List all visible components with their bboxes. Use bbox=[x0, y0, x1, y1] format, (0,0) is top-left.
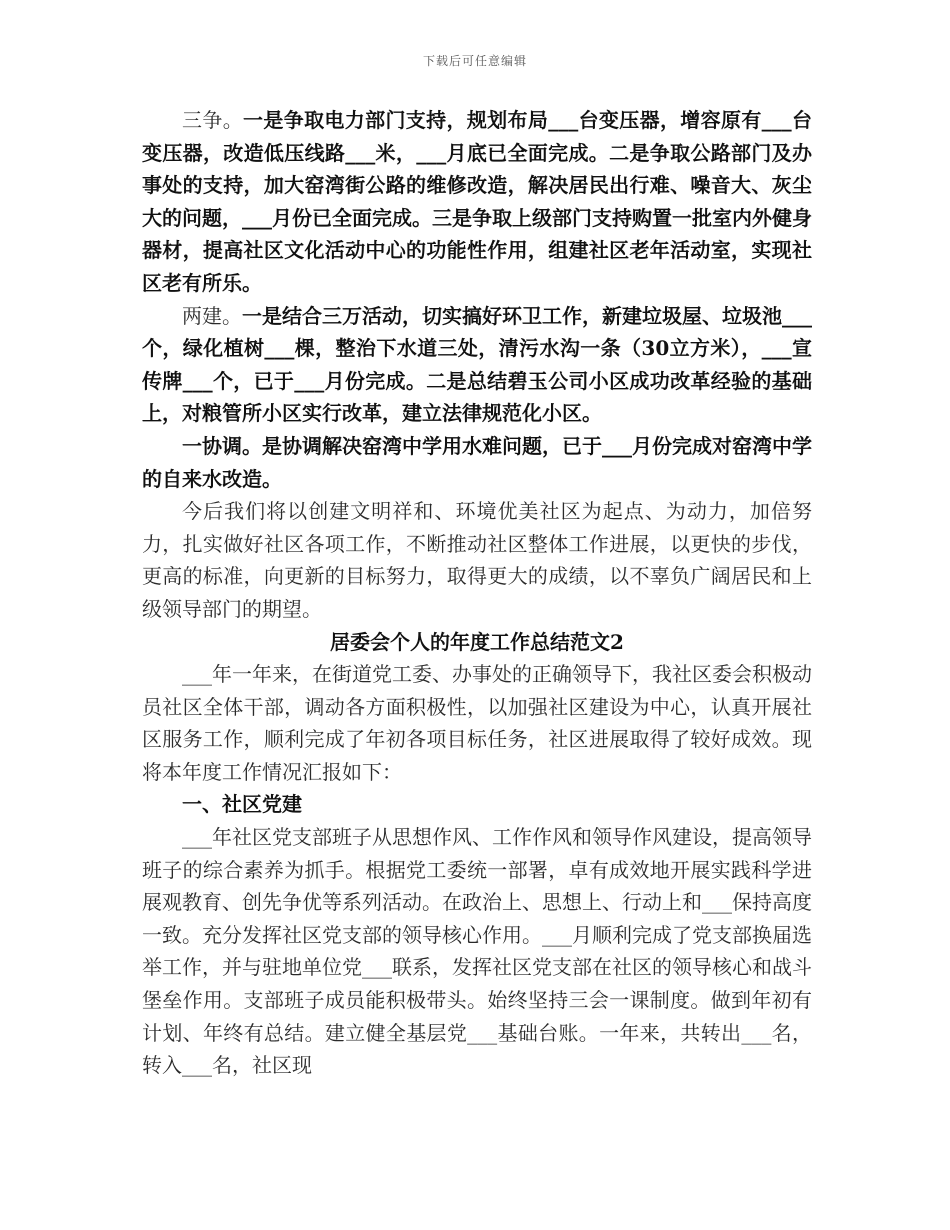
document-body bbox=[142, 104, 812, 1082]
section-heading-party-building: 一、社区党建 bbox=[182, 792, 302, 817]
paragraph-three-strive bbox=[142, 104, 812, 300]
paragraph-body: 一是争取电力部门支持，规划布局___台变压器，增容原有___台变压器，改造低压线路___米，___月底已全面完成。二是争取公路部门及办事处的支持，加大窑湾街公路的维修改造，解决居民出行难、噪音大、灰尘大的问题，___月份已全面完成。三是争取上级部门支持购置一批室内外健身器材，提高社区文化活动中心的功能性作用，组建社区老年活动室，实现社区老有所乐。 bbox=[142, 108, 813, 295]
paragraph-lead: 三争。 bbox=[182, 108, 244, 132]
paragraph-lead: 两建。 bbox=[182, 303, 242, 328]
page-header-note: 下载后可任意编辑 bbox=[422, 54, 527, 68]
paragraph-one-coordinate: 一协调。是协调解决窑湾中学用水难问题，已于___月份完成对窑湾中学的自来水改造。 bbox=[142, 433, 812, 491]
document-title: 居委会个人的年度工作总结范文2 bbox=[330, 629, 624, 654]
paragraph-body: 一是结合三万活动，切实搞好环卫工作，新建垃圾屋、垃圾池___个，绿化植树___棵，整治下水道三处，清污水沟一条（30立方米），___宣传牌___个，已于___月份完成。二是总结碧玉公司小区成功改革经验的基础上，对粮管所小区实行改革，建立法律规范化小区。 bbox=[142, 303, 812, 426]
paragraph-intro: ___年一年来，在街道党工委、办事处的正确领导下，我社区委会积极动员社区全体干部，调动各方面积极性，以加强社区建设为中心，认真开展社区服务工作，顺利完成了年初各项目标任务，社区进展取得了较好成效。现将本年度工作情况汇报如下： bbox=[142, 662, 812, 784]
paragraph-outlook: 今后我们将以创建文明祥和、环境优美社区为起点、为动力，加倍努力，扎实做好社区各项工作，不断推动社区整体工作进展，以更快的步伐，更高的标准，向更新的目标努力，取得更大的成绩，以不辜负广阔居民和上级领导部门的期望。 bbox=[142, 499, 812, 621]
paragraph-two-build bbox=[142, 300, 812, 430]
paragraph-party-building: ___年社区党支部班子从思想作风、工作作风和领导作风建设，提高领导班子的综合素养为抓手。根据党工委统一部署，卓有成效地开展实践科学进展观教育、创先争优等系列活动。在政治上、思想上、行动上和___保持高度一致。充分发挥社区党支部的领导核心作用。___月顺利完成了党支部换届选举工作，并与驻地单位党___联系，发挥社区党支部在社区的领导核心和战斗堡垒作用。支部班子成员能积极带头。始终坚持三会一课制度。做到年初有计划、年终有总结。建立健全基层党___基础台账。一年来，共转出___名，转入___名，社区现 bbox=[142, 825, 812, 1078]
